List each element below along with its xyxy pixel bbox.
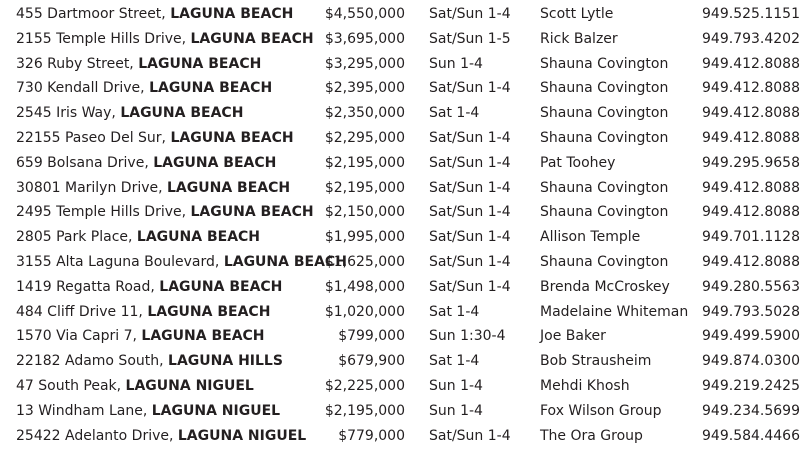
agent-name: Shauna Covington	[540, 55, 669, 72]
street: 1419 Regatta Road,	[16, 278, 160, 295]
street: 25422 Adelanto Drive,	[16, 427, 178, 444]
listing-price: $2,225,000	[324, 377, 405, 394]
open-house-time: Sat/Sun 1-4	[429, 253, 511, 270]
open-house-time: Sat/Sun 1-4	[429, 278, 511, 295]
open-house-time: Sun 1:30-4	[429, 328, 506, 345]
open-house-time: Sat/Sun 1-4	[429, 179, 511, 196]
listing-address	[16, 399, 280, 424]
listing-address	[16, 200, 314, 225]
city: LAGUNA HILLS	[168, 353, 283, 370]
city: LAGUNA NIGUEL	[125, 377, 254, 394]
agent-phone: 949.412.8088	[702, 55, 800, 72]
agent-phone: 949.412.8088	[702, 80, 800, 97]
listing-address	[16, 52, 261, 77]
listing-price: $2,295,000	[324, 129, 405, 146]
open-house-time: Sat/Sun 1-4	[429, 204, 511, 221]
city: LAGUNA NIGUEL	[151, 402, 281, 419]
street: 2805 Park Place,	[16, 229, 137, 246]
listing-row	[0, 126, 800, 151]
street: 2495 Temple Hills Drive,	[16, 204, 191, 221]
open-house-time: Sat/Sun 1-4	[429, 229, 511, 246]
listing-price: $1,498,000	[324, 278, 405, 295]
city: LAGUNA BEACH	[120, 105, 244, 122]
open-house-time: Sat/Sun 1-4	[429, 129, 511, 146]
listing-address	[16, 151, 276, 176]
agent-phone: 949.584.4466	[702, 427, 800, 444]
city: LAGUNA BEACH	[167, 179, 291, 196]
listing-address	[16, 2, 293, 27]
listing-price: $1,995,000	[324, 229, 405, 246]
open-house-time: Sat/Sun 1-5	[429, 30, 511, 47]
listing-row	[0, 27, 800, 52]
street: 484 Cliff Drive 11,	[16, 303, 148, 320]
street: 3155 Alta Laguna Boulevard,	[16, 253, 224, 270]
listing-row	[0, 225, 800, 250]
street: 22182 Adamo South,	[16, 353, 169, 370]
listing-row	[0, 52, 800, 77]
open-house-time: Sat/Sun 1-4	[429, 80, 511, 97]
listing-row	[0, 275, 800, 300]
listing-row	[0, 424, 800, 449]
agent-phone: 949.234.5699	[702, 402, 800, 419]
listing-row	[0, 250, 800, 275]
listing-row	[0, 200, 800, 225]
agent-name: Shauna Covington	[540, 105, 669, 122]
listing-price: $799,000	[338, 328, 405, 345]
open-house-time: Sat/Sun 1-4	[429, 427, 511, 444]
agent-name: Shauna Covington	[540, 129, 669, 146]
agent-name: Pat Toohey	[540, 154, 616, 171]
listing-price: $1,020,000	[324, 303, 405, 320]
listing-price: $1,625,000	[324, 253, 405, 270]
listing-address	[16, 424, 306, 449]
agent-name: Shauna Covington	[540, 179, 669, 196]
listing-row	[0, 300, 800, 325]
open-house-listings	[0, 2, 800, 448]
agent-phone: 949.412.8088	[702, 129, 800, 146]
city: LAGUNA BEACH	[136, 229, 261, 246]
city: LAGUNA BEACH	[159, 278, 283, 295]
open-house-time: Sat 1-4	[429, 353, 480, 370]
listing-address	[16, 126, 294, 151]
open-house-time: Sat 1-4	[429, 105, 480, 122]
agent-phone: 949.499.5900	[702, 328, 800, 345]
listing-price: $779,000	[338, 427, 405, 444]
agent-name: Allison Temple	[540, 229, 641, 246]
agent-name: Madelaine Whiteman	[540, 303, 689, 320]
street: 326 Ruby Street,	[16, 55, 139, 72]
listing-price: $2,195,000	[324, 179, 405, 196]
listing-address	[16, 27, 314, 52]
listing-row	[0, 76, 800, 101]
agent-phone: 949.874.0300	[702, 353, 800, 370]
listing-row	[0, 101, 800, 126]
agent-phone: 949.280.5563	[702, 278, 800, 295]
street: 47 South Peak,	[16, 377, 126, 394]
listing-price: $2,195,000	[324, 154, 405, 171]
listing-address	[16, 374, 254, 399]
agent-phone: 949.219.2425	[702, 377, 800, 394]
street: 13 Windham Lane,	[16, 402, 152, 419]
agent-name: Scott Lytle	[540, 6, 614, 22]
city: LAGUNA BEACH	[147, 303, 271, 320]
listing-row	[0, 399, 800, 424]
agent-name: Shauna Covington	[540, 204, 669, 221]
street: 455 Dartmoor Street,	[16, 6, 171, 22]
street: 659 Bolsana Drive,	[16, 154, 154, 171]
agent-phone: 949.525.1151	[702, 6, 800, 22]
listing-price: $679,900	[338, 353, 405, 370]
agent-name: Shauna Covington	[540, 80, 669, 97]
listing-price: $4,550,000	[324, 6, 405, 22]
city: LAGUNA BEACH	[170, 129, 294, 146]
agent-phone: 949.793.4202	[702, 30, 800, 47]
city: LAGUNA BEACH	[153, 154, 277, 171]
agent-name: Rick Balzer	[540, 30, 618, 47]
open-house-time: Sat/Sun 1-4	[429, 154, 511, 171]
open-house-time: Sat/Sun 1-4	[429, 6, 511, 22]
listing-price: $3,295,000	[324, 55, 405, 72]
agent-name: Mehdi Khosh	[540, 377, 630, 394]
street: 2545 Iris Way,	[16, 105, 121, 122]
listing-price: $3,695,000	[324, 30, 405, 47]
street: 1570 Via Capri 7,	[16, 328, 142, 345]
agent-name: Brenda McCroskey	[540, 278, 670, 295]
listing-address	[16, 225, 260, 250]
listing-price: $2,350,000	[324, 105, 405, 122]
listing-address	[16, 300, 270, 325]
open-house-time: Sat 1-4	[429, 303, 480, 320]
agent-name: Shauna Covington	[540, 253, 669, 270]
listing-address	[16, 176, 290, 201]
city: LAGUNA BEACH	[190, 204, 314, 221]
listing-row	[0, 324, 800, 349]
agent-phone: 949.412.8088	[702, 105, 800, 122]
street: 30801 Marilyn Drive,	[16, 179, 168, 196]
agent-name: Fox Wilson Group	[540, 402, 662, 419]
agent-phone: 949.701.1128	[702, 229, 800, 246]
agent-name: The Ora Group	[540, 427, 643, 444]
listing-row	[0, 2, 800, 27]
city: LAGUNA BEACH	[190, 30, 314, 47]
street: 22155 Paseo Del Sur,	[16, 129, 171, 146]
agent-phone: 949.412.8088	[702, 204, 800, 221]
listing-address	[16, 76, 272, 101]
street: 730 Kendall Drive,	[16, 80, 150, 97]
open-house-time: Sun 1-4	[429, 377, 483, 394]
agent-name: Joe Baker	[540, 328, 606, 345]
city: LAGUNA BEACH	[141, 328, 265, 345]
listing-price: $2,150,000	[324, 204, 405, 221]
listing-address	[16, 101, 243, 126]
agent-phone: 949.412.8088	[702, 253, 800, 270]
agent-name: Bob Strausheim	[540, 353, 652, 370]
listing-address	[16, 275, 282, 300]
listing-address	[16, 324, 265, 349]
city: LAGUNA BEACH	[138, 55, 262, 72]
city: LAGUNA BEACH	[149, 80, 273, 97]
city: LAGUNA NIGUEL	[177, 427, 307, 444]
listing-row	[0, 349, 800, 374]
city: LAGUNA BEACH	[170, 6, 294, 22]
agent-phone: 949.793.5028	[702, 303, 800, 320]
street: 2155 Temple Hills Drive,	[16, 30, 191, 47]
listing-row	[0, 176, 800, 201]
open-house-time: Sun 1-4	[429, 402, 483, 419]
open-house-time: Sun 1-4	[429, 55, 483, 72]
city: LAGUNA BEACH	[223, 253, 347, 270]
listing-price: $2,195,000	[324, 402, 405, 419]
agent-phone: 949.412.8088	[702, 179, 800, 196]
listing-price: $2,395,000	[324, 80, 405, 97]
listing-row	[0, 374, 800, 399]
listing-address	[16, 349, 283, 374]
agent-phone: 949.295.9658	[702, 154, 800, 171]
listing-address	[16, 250, 347, 275]
listing-row	[0, 151, 800, 176]
